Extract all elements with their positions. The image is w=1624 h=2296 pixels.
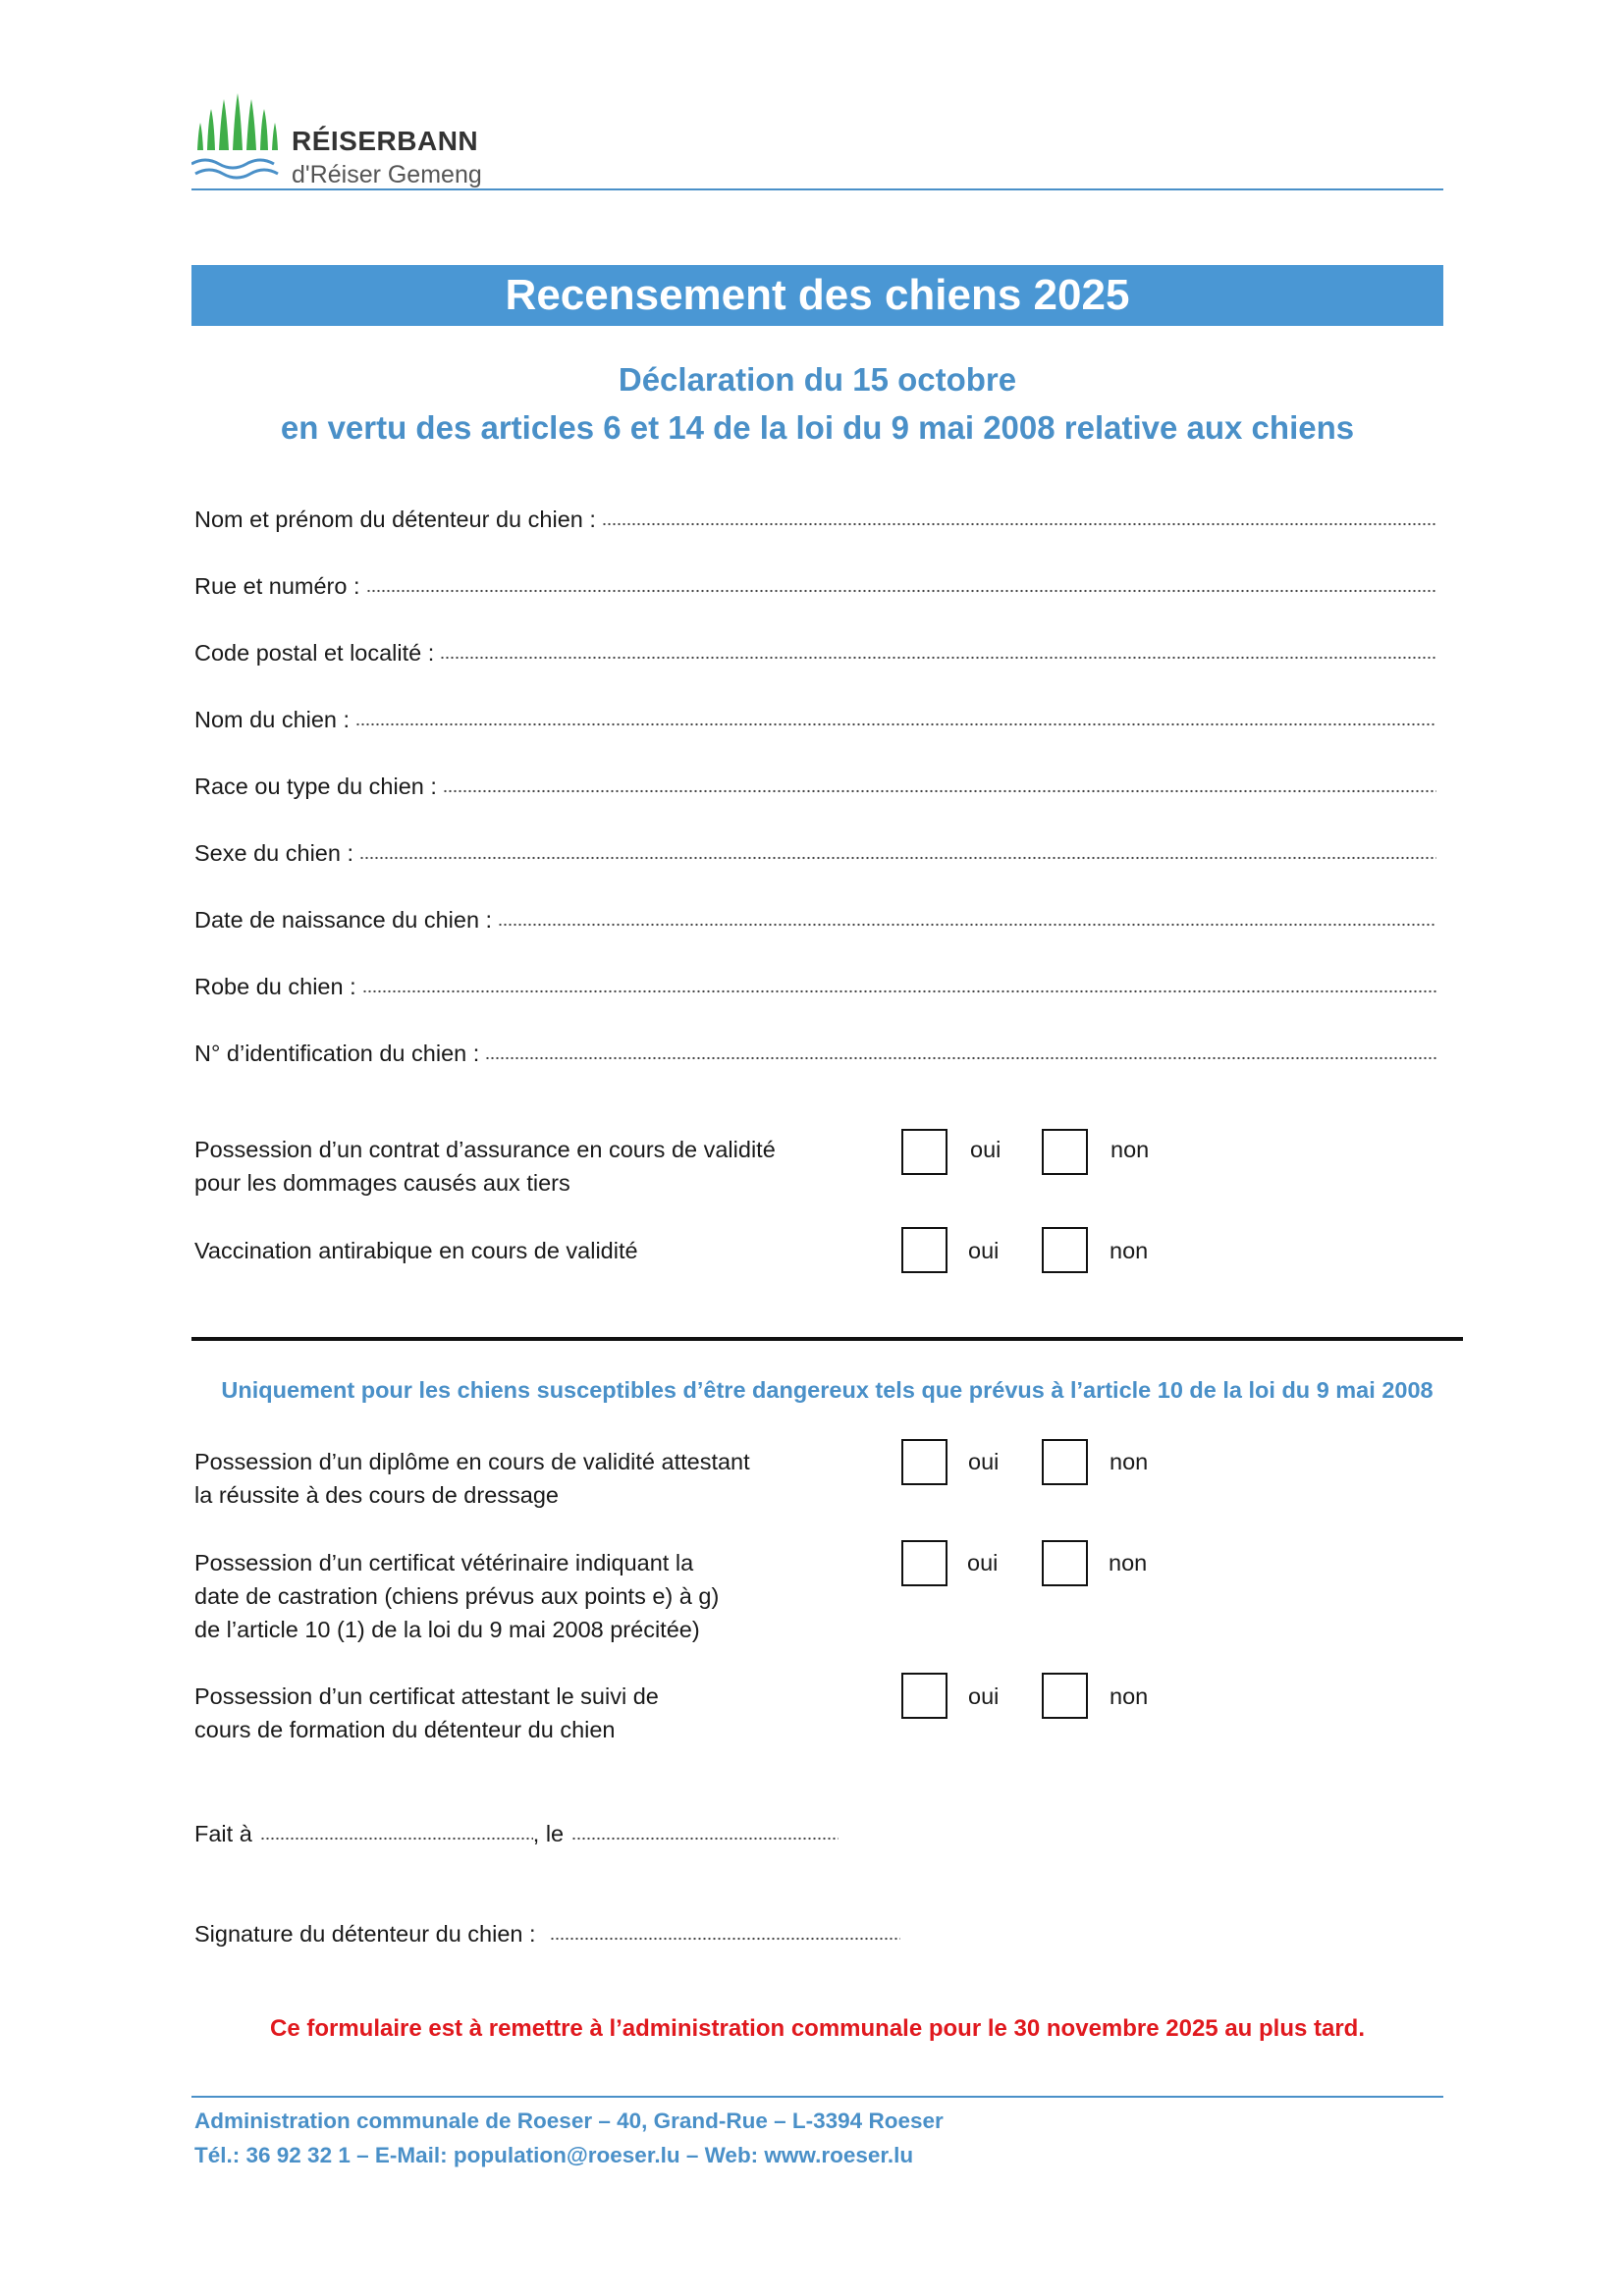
question-insurance: Possession d’un contrat d’assurance en cours de validité pour les dommages causés aux tiers	[194, 1137, 776, 1196]
dotted-line[interactable]	[355, 721, 1436, 727]
field-label: Sexe du chien :	[194, 840, 353, 866]
footer-rule	[191, 2096, 1443, 2098]
castration-no-checkbox[interactable]	[1042, 1540, 1088, 1586]
field-postal-locality[interactable]	[194, 633, 1436, 667]
field-dog-name[interactable]	[194, 700, 1436, 733]
field-dog-id[interactable]	[194, 1034, 1436, 1067]
place-label: Fait à	[194, 1821, 252, 1846]
option-label-no: non	[1110, 1137, 1150, 1162]
option-label-yes: oui	[968, 1449, 1000, 1474]
castration-yes-checkbox[interactable]	[901, 1540, 947, 1586]
field-label: Code postal et localité :	[194, 640, 435, 666]
question-rabies: Vaccination antirabique en cours de validité	[194, 1238, 638, 1263]
date-input-line[interactable]	[571, 1836, 839, 1842]
field-street[interactable]	[194, 566, 1436, 600]
dotted-line[interactable]	[366, 588, 1436, 594]
deadline-notice: Ce formulaire est à remettre à l’administration communale pour le 30 novembre 2025 au plus tard.	[269, 2015, 1366, 2042]
footer-address: Administration communale de Roeser – 40, Grand-Rue – L-3394 Roeser	[194, 2109, 944, 2133]
dotted-line[interactable]	[485, 1055, 1436, 1061]
dotted-line[interactable]	[359, 855, 1436, 861]
dotted-line[interactable]	[602, 521, 1436, 527]
header-rule	[191, 188, 1443, 190]
field-label: Robe du chien :	[194, 974, 356, 999]
footer-contact: Tél.: 36 92 32 1 – E-Mail: population@roeser.lu – Web: www.roeser.lu	[194, 2143, 914, 2167]
logo-subtitle: d'Réiser Gemeng	[292, 161, 482, 188]
date-label: , le	[532, 1821, 565, 1846]
diploma-yes-checkbox[interactable]	[901, 1439, 947, 1485]
signature-input-line[interactable]	[550, 1936, 900, 1942]
field-dog-sex[interactable]	[194, 833, 1436, 867]
field-label: Nom et prénom du détenteur du chien :	[194, 507, 596, 532]
form-subtitle-line1: Déclaration du 15 octobre	[618, 361, 1017, 398]
option-label-yes: oui	[968, 1683, 1000, 1709]
signature-label: Signature du détenteur du chien :	[194, 1921, 536, 1947]
question-training-certificate: Possession d’un certificat attestant le suivi de cours de formation du détenteur du chien	[194, 1683, 659, 1742]
insurance-no-checkbox[interactable]	[1042, 1129, 1088, 1175]
form-title: Recensement des chiens 2025	[191, 265, 1443, 326]
field-label: Nom du chien :	[194, 707, 351, 732]
logo-title: RÉISERBANN	[292, 126, 479, 156]
field-label: Date de naissance du chien :	[194, 907, 493, 933]
dotted-line[interactable]	[440, 655, 1436, 661]
option-label-yes: oui	[970, 1137, 1001, 1162]
diploma-no-checkbox[interactable]	[1042, 1439, 1088, 1485]
place-date-line	[194, 1814, 839, 1847]
option-label-no: non	[1110, 1683, 1149, 1709]
option-label-no: non	[1110, 1238, 1149, 1263]
option-label-yes: oui	[967, 1550, 999, 1575]
field-owner-name[interactable]	[194, 500, 1436, 533]
section-divider	[191, 1337, 1463, 1341]
question-castration-certificate: Possession d’un certificat vétérinaire indiquant la date de castration (chiens prévus aux points e) à g) de l’article 10 (1) de la loi du 9 mai 2008 précitée)	[194, 1550, 720, 1642]
rabies-yes-checkbox[interactable]	[901, 1227, 947, 1273]
dotted-line[interactable]	[443, 788, 1436, 794]
dotted-line[interactable]	[498, 922, 1436, 928]
training-no-checkbox[interactable]	[1042, 1673, 1088, 1719]
field-dog-breed[interactable]	[194, 767, 1436, 800]
dotted-line[interactable]	[362, 988, 1436, 994]
place-input-line[interactable]	[260, 1836, 533, 1842]
option-label-yes: oui	[968, 1238, 1000, 1263]
question-diploma: Possession d’un diplôme en cours de validité attestant la réussite à des cours de dressage	[194, 1449, 750, 1508]
dangerous-dogs-note: Uniquement pour les chiens susceptibles d’être dangereux tels que prévus à l’article 10 de la loi du 9 mai 2008	[221, 1377, 1434, 1403]
field-dog-coat[interactable]	[194, 967, 1436, 1000]
field-dog-birthdate[interactable]	[194, 900, 1436, 934]
rabies-no-checkbox[interactable]	[1042, 1227, 1088, 1273]
form-subtitle-line2: en vertu des articles 6 et 14 de la loi du 9 mai 2008 relative aux chiens	[280, 409, 1355, 446]
field-label: Rue et numéro :	[194, 573, 360, 599]
option-label-no: non	[1109, 1550, 1148, 1575]
field-label: N° d’identification du chien :	[194, 1041, 480, 1066]
option-label-no: non	[1110, 1449, 1149, 1474]
training-yes-checkbox[interactable]	[901, 1673, 947, 1719]
field-label: Race ou type du chien :	[194, 774, 437, 799]
signature-line	[194, 1914, 900, 1948]
insurance-yes-checkbox[interactable]	[901, 1129, 947, 1175]
